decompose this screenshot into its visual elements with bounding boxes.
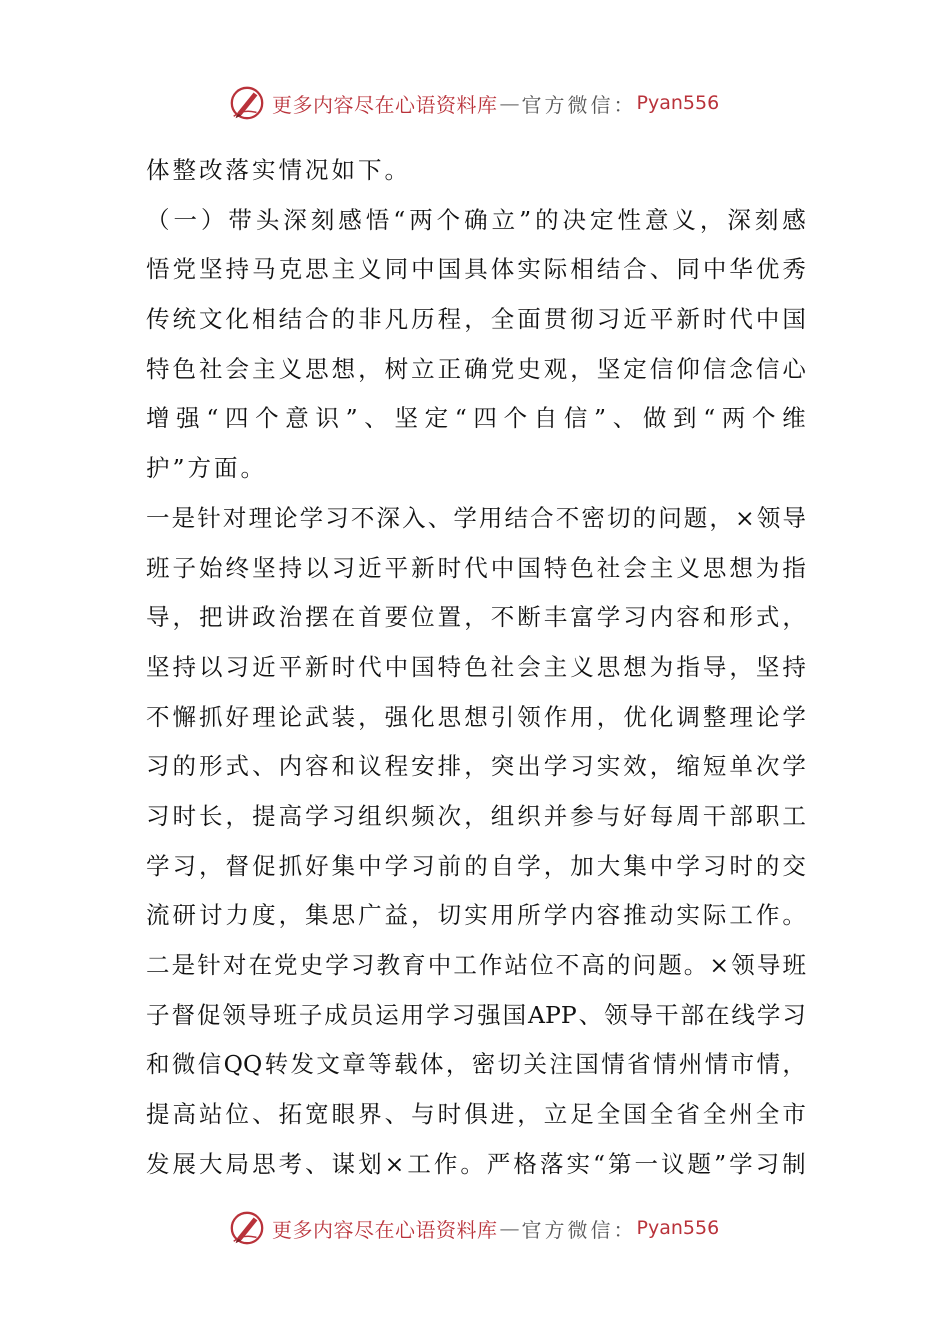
text-line: 增 强 “ 四 个 意 识 ” 、 坚 定 “ 四 个 自 信 ” 、 做 到 “ 两 个 维 bbox=[146, 404, 806, 433]
text-line: 流 研 讨 力 度 ， 集 思 广 益 ， 切 实 用 所 学 内 容 推 动 实 际 工 作 。 bbox=[146, 901, 806, 930]
text-line: 导 ， 把 讲 政 治 摆 在 首 要 位 置 ， 不 断 丰 富 学 习 内 容 和 形 式 ， bbox=[146, 603, 806, 632]
footer-banner bbox=[228, 1208, 748, 1248]
text-line: 习 的 形 式 、 内 容 和 议 程 安 排 ， 突 出 学 习 实 效 ， 缩 短 单 次 学 bbox=[146, 752, 806, 781]
text-line: 学 习 ， 督 促 抓 好 集 中 学 习 前 的 自 学 ， 加 大 集 中 学 习 时 的 交 bbox=[146, 851, 806, 880]
text-line: 一 是 针 对 理 论 学 习 不 深 入 、 学 用 结 合 不 密 切 的 问 题 ， × 领 导 bbox=[146, 503, 806, 532]
banner-label: 官方微信： bbox=[521, 1217, 637, 1242]
text-line: 习 时 长 ， 提 高 学 习 组 织 频 次 ， 组 织 并 参 与 好 每 周 干 部 职 工 bbox=[146, 801, 806, 830]
pen-logo-icon bbox=[228, 1209, 266, 1247]
text-line: 悟 党 坚 持 马 克 思 主 义 同 中 国 具 体 实 际 相 结 合 、 同 中 华 优 秀 bbox=[146, 255, 806, 284]
text-line: 和 微 信 QQ 转 发 文 章 等 载 体 ， 密 切 关 注 国 情 省 情 州 情 市 情 ， bbox=[146, 1050, 806, 1079]
banner-account: Pyan556 bbox=[636, 1217, 720, 1239]
text-line: 发 展 大 局 思 考 、 谋 划 × 工 作 。 严 格 落 实 “ 第 一 议 题 ” 学 习 制 bbox=[146, 1149, 806, 1178]
text-line: 传 统 文 化 相 结 合 的 非 凡 历 程 ， 全 面 贯 彻 习 近 平 新 时 代 中 国 bbox=[146, 305, 806, 334]
text-line: 班 子 始 终 坚 持 以 习 近 平 新 时 代 中 国 特 色 社 会 主 义 思 想 为 指 bbox=[146, 553, 806, 582]
pen-logo-icon bbox=[228, 84, 266, 122]
text-line: 子 督 促 领 导 班 子 成 员 运 用 学 习 强 国 APP 、 领 导 干 部 在 线 学 习 bbox=[146, 1000, 806, 1029]
banner-separator: — bbox=[499, 1216, 520, 1240]
text-line: 体整改落实情况如下。 bbox=[146, 156, 411, 184]
text-line: 提 高 站 位 、 拓 宽 眼 界 、 与 时 俱 进 ， 立 足 全 国 全 省 全 州 全 市 bbox=[146, 1100, 806, 1129]
header-banner bbox=[228, 83, 748, 123]
text-line: 二 是 针 对 在 党 史 学 习 教 育 中 工 作 站 位 不 高 的 问 题 。 × 领 导 班 bbox=[146, 951, 806, 979]
banner-text: 更多内容尽在心语资料库 bbox=[272, 92, 498, 117]
banner-label: 官方微信： bbox=[521, 92, 637, 117]
text-line: 坚 持 以 习 近 平 新 时 代 中 国 特 色 社 会 主 义 思 想 为 指 导 ， 坚 持 bbox=[146, 652, 806, 681]
banner-separator: — bbox=[499, 91, 520, 115]
banner-text: 更多内容尽在心语资料库 bbox=[272, 1217, 498, 1242]
document-body bbox=[146, 146, 806, 1189]
text-line: 不 懈 抓 好 理 论 武 装 ， 强 化 思 想 引 领 作 用 ， 优 化 调 整 理 论 学 bbox=[146, 702, 806, 731]
text-line: 特 色 社 会 主 义 思 想 ， 树 立 正 确 党 史 观 ， 坚 定 信 仰 信 念 信 心 bbox=[146, 354, 806, 383]
text-line: （ 一 ） 带 头 深 刻 感 悟 “ 两 个 确 立 ” 的 决 定 性 意 义 ， 深 刻 感 bbox=[146, 205, 806, 234]
banner-account: Pyan556 bbox=[636, 92, 720, 114]
text-line: 护”方面。 bbox=[146, 454, 268, 483]
